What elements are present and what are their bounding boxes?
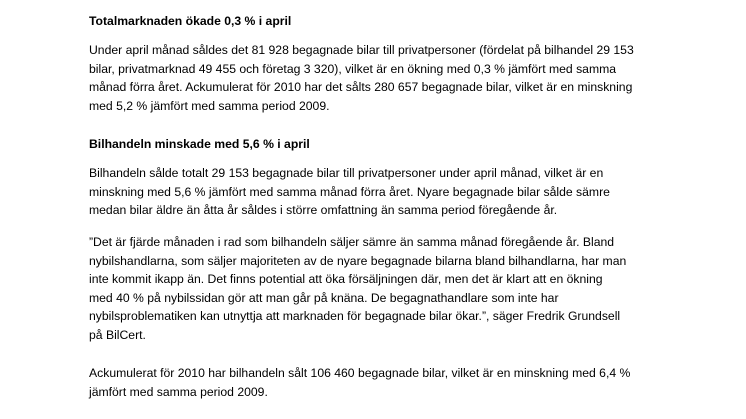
text-line: med 5,2 % jämfört med samma period 2009.: [89, 98, 330, 113]
text-line: ”Det är fjärde månaden i rad som bilhandeln säljer sämre än samma månad föregående år. Bland: [89, 235, 615, 249]
text-line: minskning med 5,6 % jämfört med samma månad förra året. Nyare begagnade bilar sålde sämre: [89, 184, 610, 199]
text-line: Bilhandeln sålde totalt 29 153 begagnade bilar till privatpersoner under april månad, vilket är en: [89, 166, 604, 180]
paragraph-dealer-sales: [89, 164, 739, 220]
text-line: Ackumulerat för 2010 har bilhandeln sålt 106 460 begagnade bilar, vilket är en minskning med 6,4 %: [89, 366, 631, 380]
text-line: medan bilar äldre än åtta år såldes i större omfattning än samma period föregående år.: [89, 203, 558, 217]
heading-dealer-decrease: Bilhandeln minskade med 5,6 % i april: [89, 137, 310, 151]
text-line: nybilshandlarna, som säljer majoriteten av de nyare begagnade bilarna bland bilhandlarna, har man: [89, 253, 627, 268]
paragraph-accumulated: [89, 364, 739, 401]
text-line: bilar, privatmarknad 49 455 och företag 3 320), vilket är en ökning med 0,3 % jämfört med samma: [89, 61, 617, 76]
heading-total-market: Totalmarknaden ökade 0,3 % i april: [89, 14, 292, 28]
text-line: med 40 % på nybilssidan gör att man går på knäna. De begagnathandlare som inte har: [89, 290, 559, 305]
text-line: nybilsproblematiken kan utnyttja att marknaden för begagnade bilar ökar.”, säger Fredrik Grundsell: [89, 309, 621, 323]
paragraph-total-market: [89, 41, 739, 115]
paragraph-quote: [89, 233, 739, 344]
text-line: månad förra året. Ackumulerat för 2010 har det sålts 280 657 begagnade bilar, vilket är en minskning: [89, 80, 633, 94]
text-line: jämfört med samma period 2009.: [89, 384, 268, 399]
text-line: på BilCert.: [89, 327, 146, 342]
text-line: Under april månad såldes det 81 928 begagnade bilar till privatpersoner (fördelat på bilhandel 29 153: [89, 43, 634, 57]
text-line: inte kommit ikapp än. Det finns potential att öka försäljningen där, men det är klart att en ökning: [89, 272, 603, 286]
